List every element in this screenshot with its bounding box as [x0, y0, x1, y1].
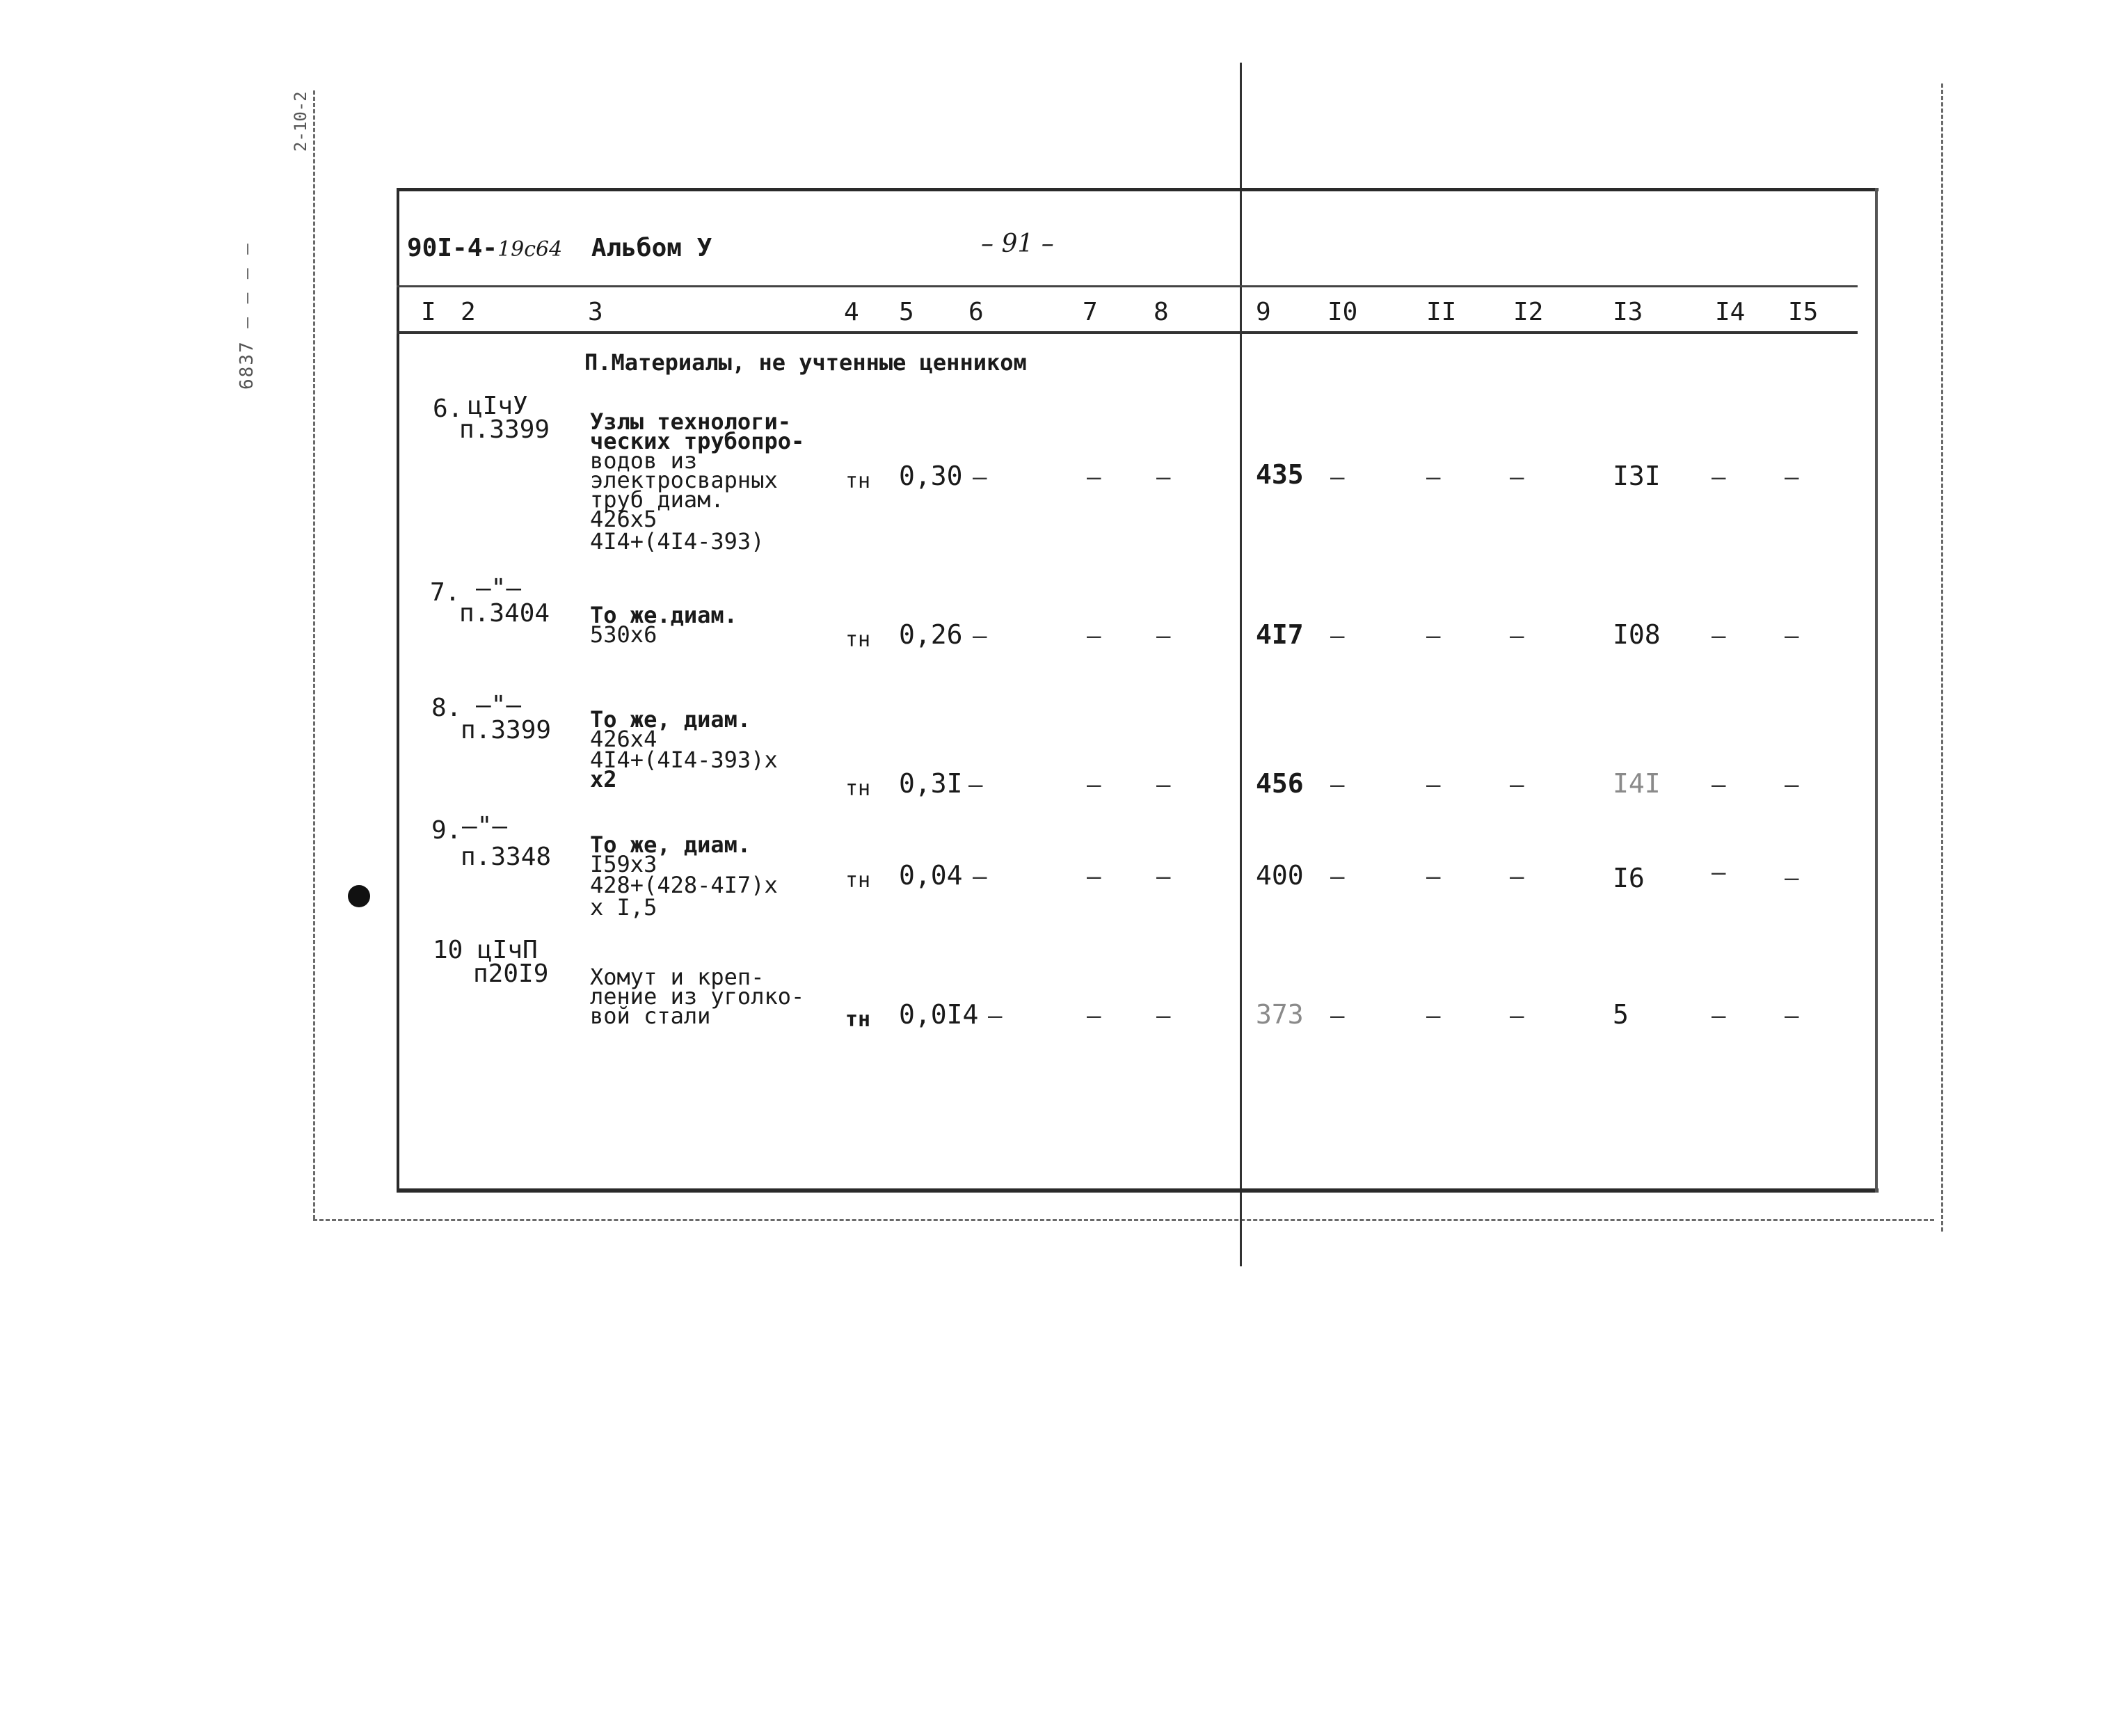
column-header-rule	[397, 331, 1858, 334]
column-number-6: 6	[968, 298, 984, 326]
column-number-2: 2	[461, 298, 476, 326]
trim-line-left	[313, 90, 315, 1219]
col15-cell: –	[1785, 622, 1799, 650]
description-line: электросварных	[590, 467, 778, 493]
document-code-handwritten: 19с64	[497, 237, 563, 262]
col14-cell: –	[1712, 622, 1726, 650]
description-line: Хомут и креп-	[590, 964, 765, 990]
col12-cell: –	[1510, 622, 1524, 650]
col7-cell: –	[1087, 771, 1101, 799]
description-line: То же, диам.	[590, 831, 751, 858]
trim-line-right	[1941, 83, 1943, 1232]
description-line: Узлы технологи-	[590, 408, 791, 435]
unit-cell: тн	[845, 777, 871, 801]
quantity-cell: 0,3I	[899, 768, 963, 799]
quantity-cell: 0,04	[899, 860, 963, 891]
side-vertical-note: 6837 — — — —	[237, 242, 257, 390]
column-number-5: 5	[899, 298, 914, 326]
col14-cell: –	[1712, 1002, 1726, 1030]
col9-cell: 373	[1256, 999, 1304, 1030]
side-vertical-note-top: 2-10-2	[291, 91, 310, 152]
punch-hole	[348, 885, 370, 907]
col10-cell: –	[1330, 622, 1345, 650]
description-line: водов из	[590, 447, 698, 474]
price-reference: –"–	[476, 574, 522, 603]
col11-cell: –	[1426, 863, 1441, 891]
col9-cell: 4I7	[1256, 619, 1304, 650]
trim-line-bottom	[313, 1219, 1934, 1221]
frame-right	[1875, 188, 1878, 1193]
description-line: 4I4+(4I4-393)	[590, 528, 765, 555]
col12-cell: –	[1510, 1002, 1524, 1030]
row-number: 7.	[430, 578, 461, 607]
frame-bottom	[397, 1188, 1878, 1193]
description-line: 428+(428-4I7)х	[590, 872, 778, 898]
row-number: 10	[433, 936, 463, 964]
column-number-8: 8	[1154, 298, 1169, 326]
price-reference: цIчУ	[468, 392, 528, 420]
col15-cell: –	[1785, 771, 1799, 799]
col12-cell: –	[1510, 463, 1524, 491]
frame-top	[397, 188, 1878, 191]
price-reference: п.3399	[461, 716, 552, 744]
col7-cell: –	[1087, 463, 1101, 491]
document-code-printed: 90I-4-	[407, 234, 498, 262]
col10-cell: –	[1330, 463, 1345, 491]
col15-cell: –	[1785, 1002, 1799, 1030]
document-code	[407, 234, 712, 262]
col6-cell: –	[988, 1002, 1003, 1030]
description-line: 530х6	[590, 621, 657, 648]
col8-cell: –	[1156, 622, 1171, 650]
col8-cell: –	[1156, 771, 1171, 799]
column-number-15: I5	[1788, 298, 1819, 326]
col8-cell: –	[1156, 863, 1171, 891]
column-number-10: I0	[1327, 298, 1358, 326]
col13-cell: I08	[1613, 619, 1661, 650]
col12-cell: –	[1510, 771, 1524, 799]
header-rule	[397, 285, 1858, 287]
row-number: 8.	[431, 694, 462, 722]
unit-cell: тн	[845, 628, 871, 652]
col13-cell: I6	[1613, 863, 1645, 893]
col14-cell: –	[1712, 859, 1726, 886]
col10-cell: –	[1330, 863, 1345, 891]
price-reference: –"–	[462, 812, 508, 841]
price-reference: п.3348	[461, 843, 552, 871]
col6-cell: –	[968, 771, 983, 799]
price-reference: –"–	[476, 691, 522, 719]
page-number: – 91 –	[981, 230, 1054, 258]
description-line: I59х3	[590, 851, 657, 877]
col15-cell: –	[1785, 463, 1799, 491]
quantity-cell: 0,0I4	[899, 999, 979, 1030]
col14-cell: –	[1712, 463, 1726, 491]
col14-cell: –	[1712, 771, 1726, 799]
price-reference: п.3404	[459, 599, 550, 628]
col6-cell: –	[973, 622, 987, 650]
col6-cell: –	[973, 863, 987, 891]
description-line: 4I4+(4I4-393)х	[590, 747, 778, 773]
col11-cell: –	[1426, 1002, 1441, 1030]
col13-cell: I3I	[1613, 461, 1661, 491]
col9-cell: 456	[1256, 768, 1304, 799]
description-line: 426х5	[590, 506, 657, 532]
quantity-cell: 0,30	[899, 461, 963, 491]
column-number-13: I3	[1613, 298, 1643, 326]
col7-cell: –	[1087, 1002, 1101, 1030]
frame-left	[397, 188, 399, 1193]
row-number: 9.	[431, 816, 462, 845]
description-line: труб диам.	[590, 486, 724, 513]
unit-cell: тн	[845, 1008, 871, 1032]
col13-cell: I4I	[1613, 768, 1661, 799]
description-line: ление из уголко-	[590, 983, 805, 1010]
col15-cell: –	[1785, 864, 1799, 892]
col6-cell: –	[973, 463, 987, 491]
column-number-11: II	[1426, 298, 1457, 326]
col11-cell: –	[1426, 771, 1441, 799]
col7-cell: –	[1087, 622, 1101, 650]
col13-cell: 5	[1613, 999, 1629, 1030]
col8-cell: –	[1156, 463, 1171, 491]
column-number-9: 9	[1256, 298, 1271, 326]
price-reference: п20I9	[473, 959, 549, 988]
row-number: 6.	[433, 395, 463, 423]
column-number-12: I2	[1513, 298, 1544, 326]
price-reference: цIчП	[477, 936, 538, 964]
col9-cell: 400	[1256, 860, 1304, 891]
description-line: То же, диам.	[590, 706, 751, 733]
unit-cell: тн	[845, 469, 871, 493]
col8-cell: –	[1156, 1002, 1171, 1030]
description-line: х2	[590, 766, 617, 793]
description-line: То же.диам.	[590, 602, 737, 628]
description-line: х I,5	[590, 894, 657, 921]
column-number-1: I	[421, 298, 436, 326]
fold-line	[1240, 63, 1242, 1266]
column-number-4: 4	[844, 298, 859, 326]
quantity-cell: 0,26	[899, 619, 963, 650]
price-reference: п.3399	[459, 415, 550, 444]
description-line: вой стали	[590, 1003, 711, 1029]
col10-cell: –	[1330, 1002, 1345, 1030]
album-label: Альбом У	[591, 234, 712, 262]
col9-cell: 435	[1256, 459, 1304, 490]
description-line: ческих трубопро-	[590, 428, 805, 454]
column-number-14: I4	[1715, 298, 1746, 326]
col7-cell: –	[1087, 863, 1101, 891]
unit-cell: тн	[845, 868, 871, 893]
col12-cell: –	[1510, 863, 1524, 891]
column-number-7: 7	[1083, 298, 1098, 326]
col10-cell: –	[1330, 771, 1345, 799]
section-title: П.Материалы, не учтенные ценником	[584, 349, 1027, 376]
col11-cell: –	[1426, 622, 1441, 650]
column-number-3: 3	[588, 298, 603, 326]
description-line: 426х4	[590, 726, 657, 752]
col11-cell: –	[1426, 463, 1441, 491]
